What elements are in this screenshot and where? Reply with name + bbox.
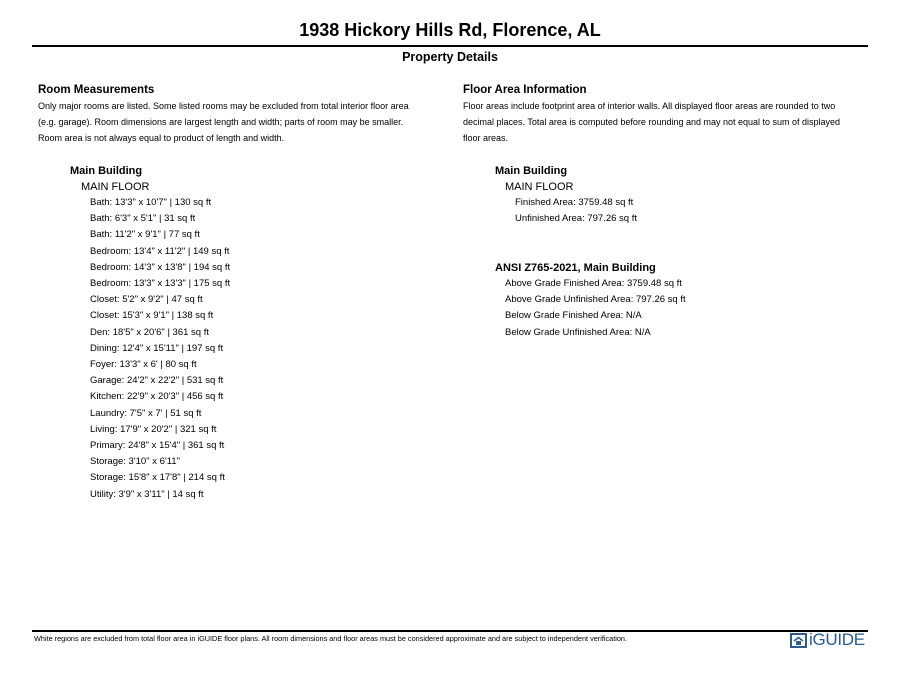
- room-row: Storage: 3'10" x 6'11": [90, 456, 180, 468]
- floor-label: MAIN FLOOR: [81, 181, 150, 193]
- room-row: Storage: 15'8" x 17'8" | 214 sq ft: [90, 472, 225, 484]
- room-measurements-section: [38, 82, 448, 147]
- iguide-logo: [790, 630, 865, 650]
- room-row: Bedroom: 14'3" x 13'8" | 194 sq ft: [90, 261, 231, 273]
- floor-area-note: Floor areas include footprint area of interior walls. All displayed floor areas are rounded to two: [463, 101, 836, 111]
- house-icon: [790, 633, 807, 648]
- room-measurements-note: (e.g. garage). Room dimensions are largest length and width; parts of room may be smaller.: [38, 117, 404, 128]
- room-row: Den: 18'5" x 20'6" | 361 sq ft: [90, 326, 209, 338]
- room-row: Laundry: 7'5" x 7' | 51 sq ft: [90, 407, 202, 419]
- room-row: Utility: 3'9" x 3'11" | 14 sq ft: [90, 488, 204, 500]
- top-divider: [32, 45, 868, 47]
- room-measurements-heading: Room Measurements: [38, 84, 155, 96]
- ansi-row: Below Grade Finished Area: N/A: [505, 310, 642, 322]
- room-row: Closet: 15'3" x 9'1" | 138 sq ft: [90, 310, 214, 322]
- room-row: Bedroom: 13'3" x 13'3" | 175 sq ft: [90, 278, 231, 290]
- bottom-divider: [32, 630, 868, 632]
- building-label: Main Building: [495, 165, 568, 177]
- area-row: Finished Area: 3759.48 sq ft: [515, 197, 634, 208]
- ansi-row: Below Grade Unfinished Area: N/A: [505, 326, 651, 338]
- room-list: [70, 163, 230, 503]
- room-row: Closet: 5'2" x 9'2" | 47 sq ft: [90, 294, 203, 306]
- ansi-area-list: [495, 260, 686, 341]
- ansi-heading: ANSI Z765-2021, Main Building: [495, 262, 656, 274]
- ansi-row: Above Grade Unfinished Area: 797.26 sq ft: [505, 294, 686, 306]
- floor-area-list: [495, 163, 637, 227]
- room-row: Garage: 24'2" x 22'2" | 531 sq ft: [90, 375, 224, 387]
- room-row: Bedroom: 13'4" x 11'2" | 149 sq ft: [90, 245, 230, 257]
- floor-area-section: [463, 82, 873, 147]
- building-label: Main Building: [70, 165, 143, 177]
- page-subtitle: Property Details: [402, 50, 498, 64]
- room-measurements-note: Only major rooms are listed. Some listed rooms may be excluded from total interior floor area: [38, 101, 409, 111]
- floor-area-heading: Floor Area Information: [463, 84, 587, 96]
- page-title: 1938 Hickory Hills Rd, Florence, AL: [299, 20, 601, 40]
- room-row: Primary: 24'8" x 15'4" | 361 sq ft: [90, 440, 225, 452]
- room-row: Living: 17'9" x 20'2" | 321 sq ft: [90, 423, 217, 435]
- ansi-row: Above Grade Finished Area: 3759.48 sq ft: [505, 278, 682, 289]
- room-row: Bath: 6'3" x 5'1" | 31 sq ft: [90, 213, 196, 225]
- floor-area-note: floor areas.: [463, 133, 509, 144]
- logo-text: iGUIDE: [809, 630, 865, 649]
- room-row: Dining: 12'4" x 15'11" | 197 sq ft: [90, 342, 224, 354]
- room-row: Foyer: 13'3" x 6' | 80 sq ft: [90, 359, 197, 371]
- room-row: Bath: 13'3" x 10'7" | 130 sq ft: [90, 197, 212, 208]
- room-row: Bath: 11'2" x 9'1" | 77 sq ft: [90, 229, 200, 241]
- floor-area-note: decimal places. Total area is computed before rounding and may not equal to sum of displayed: [463, 117, 841, 128]
- area-row: Unfinished Area: 797.26 sq ft: [515, 213, 637, 225]
- floor-label: MAIN FLOOR: [505, 181, 574, 193]
- room-measurements-note: Room area is not always equal to product of length and width.: [38, 133, 285, 144]
- footer-disclaimer: White regions are excluded from total floor area in iGUIDE floor plans. All room dimensions and floor areas must be considered approximate and are subject to independent verification.: [34, 634, 627, 643]
- room-row: Kitchen: 22'9" x 20'3" | 456 sq ft: [90, 391, 224, 403]
